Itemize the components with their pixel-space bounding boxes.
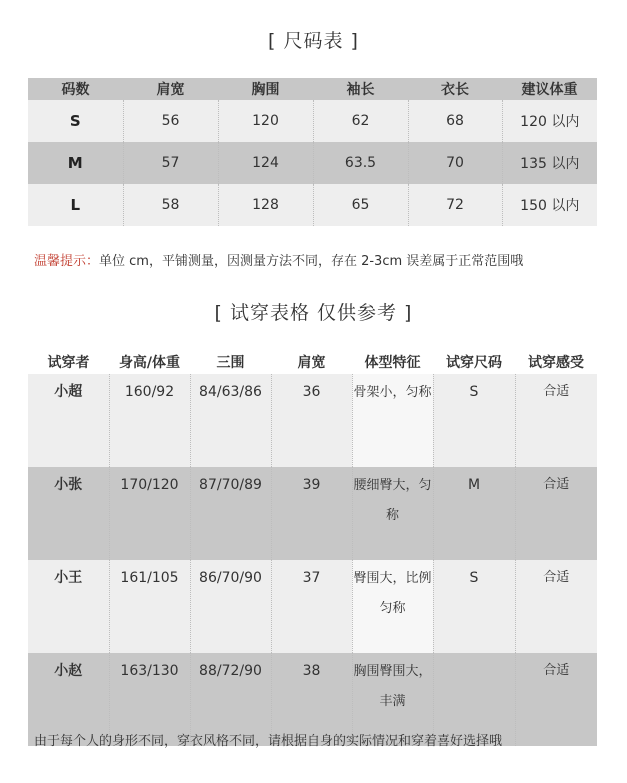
table-cell: 胸围臀围大，丰满 (352, 653, 433, 746)
size-note (34, 250, 523, 269)
table-cell: 56 (123, 100, 218, 142)
table-cell: 163/130 (109, 653, 190, 746)
table-cell: 骨架小，匀称 (352, 374, 433, 467)
table-cell: 160/92 (109, 374, 190, 467)
table-cell: 58 (123, 184, 218, 226)
table-cell: 臀围大，比例匀称 (352, 560, 433, 653)
table-cell: S (28, 100, 123, 142)
table-cell: 合适 (515, 653, 597, 746)
fit-table (28, 350, 597, 746)
table-cell: 小王 (28, 560, 109, 653)
size-note-text: 单位 cm，平铺测量，因测量方法不同，存在 2-3cm 误差属于正常范围哦 (99, 254, 524, 269)
table-cell: M (28, 142, 123, 184)
table-cell: 腰细臀大，匀称 (352, 467, 433, 560)
table-cell: 63.5 (313, 142, 408, 184)
table-cell: M (433, 467, 515, 560)
table-cell: 36 (271, 374, 352, 467)
table-row (28, 100, 597, 142)
table-cell: 合适 (515, 374, 597, 467)
header-cell: 肩宽 (123, 78, 218, 100)
table-cell: S (433, 560, 515, 653)
fit-note: 由于每个人的身形不同，穿衣风格不同，请根据自身的实际情况和穿着喜好选择哦 (34, 734, 503, 749)
size-table (28, 78, 597, 226)
table-cell: 128 (218, 184, 313, 226)
table-cell: 150 以内 (502, 184, 597, 226)
fit-chart-title: [ 试穿表格 仅供参考 ] (214, 302, 413, 324)
size-note-prefix: 温馨提示： (34, 254, 100, 269)
table-cell: 65 (313, 184, 408, 226)
header-cell: 身高/体重 (109, 350, 190, 374)
table-cell: 57 (123, 142, 218, 184)
table-row (28, 142, 597, 184)
header-cell: 试穿者 (28, 350, 109, 374)
size-chart-title: [ 尺码表 ] (268, 30, 359, 52)
header-cell: 试穿感受 (515, 350, 597, 374)
fit-table-header (28, 350, 597, 374)
header-cell: 三围 (190, 350, 271, 374)
table-cell: 87/70/89 (190, 467, 271, 560)
table-cell: 39 (271, 467, 352, 560)
table-cell: 170/120 (109, 467, 190, 560)
table-row (28, 374, 597, 467)
table-cell: 84/63/86 (190, 374, 271, 467)
table-row (28, 184, 597, 226)
table-cell: 小超 (28, 374, 109, 467)
table-cell: 37 (271, 560, 352, 653)
table-cell: 38 (271, 653, 352, 746)
table-cell: S (433, 374, 515, 467)
header-cell: 码数 (28, 78, 123, 100)
table-cell: 135 以内 (502, 142, 597, 184)
table-cell: 68 (408, 100, 502, 142)
header-cell: 体型特征 (352, 350, 433, 374)
table-cell: 88/72/90 (190, 653, 271, 746)
table-cell: 70 (408, 142, 502, 184)
table-cell: L (28, 184, 123, 226)
table-cell: 120 以内 (502, 100, 597, 142)
table-cell: 小张 (28, 467, 109, 560)
header-cell: 袖长 (313, 78, 408, 100)
table-cell: 小赵 (28, 653, 109, 746)
header-cell: 衣长 (408, 78, 502, 100)
table-cell: 124 (218, 142, 313, 184)
table-cell: 合适 (515, 560, 597, 653)
size-table-header (28, 78, 597, 100)
table-cell: 合适 (515, 467, 597, 560)
table-cell: 72 (408, 184, 502, 226)
header-cell: 肩宽 (271, 350, 352, 374)
header-cell: 试穿尺码 (433, 350, 515, 374)
table-cell: 120 (218, 100, 313, 142)
table-cell: 86/70/90 (190, 560, 271, 653)
table-row (28, 560, 597, 653)
table-cell: 62 (313, 100, 408, 142)
header-cell: 建议体重 (502, 78, 597, 100)
table-cell: 161/105 (109, 560, 190, 653)
table-row (28, 467, 597, 560)
header-cell: 胸围 (218, 78, 313, 100)
